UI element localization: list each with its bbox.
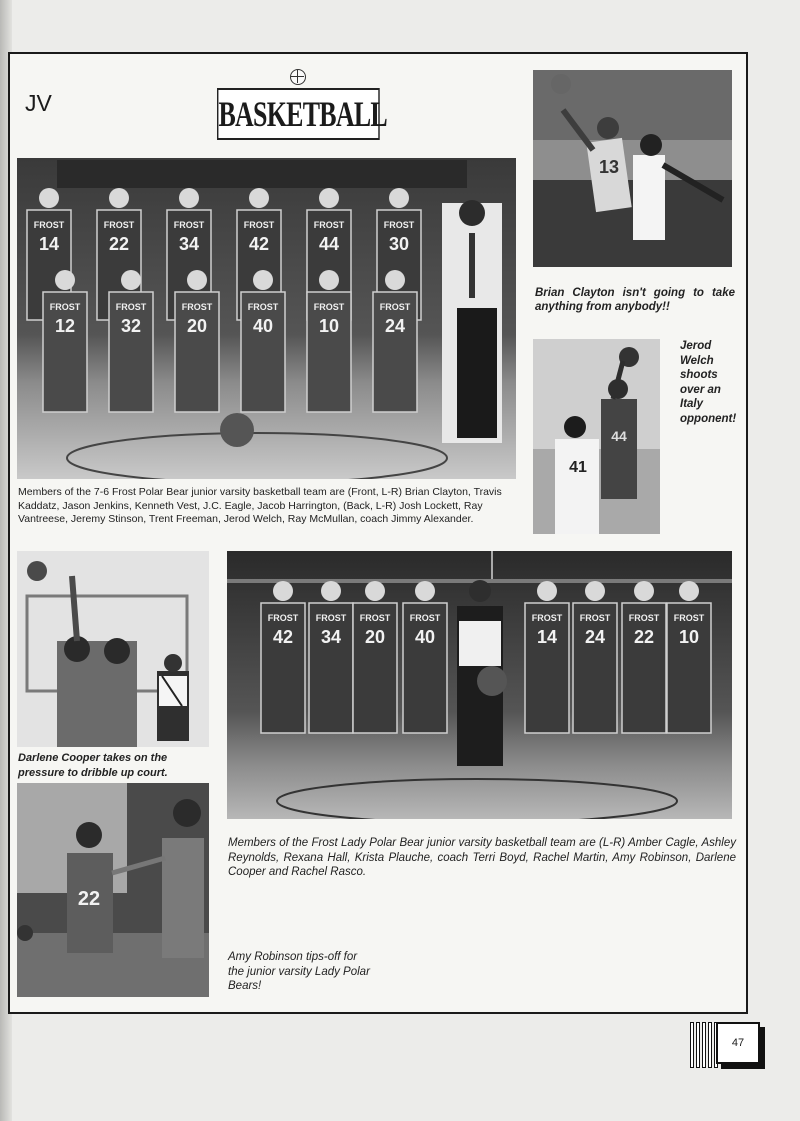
- player-figure: [373, 270, 417, 412]
- player-figure: [109, 270, 153, 412]
- jersey-number: 30: [388, 234, 410, 254]
- jersey-school-label: FROST: [379, 302, 411, 312]
- jersey-number: 24: [584, 627, 606, 647]
- jersey-school-label: FROST: [628, 613, 660, 623]
- jersey-number: 14: [38, 234, 60, 254]
- clayton-caption: Brian Clayton isn't going to take anything from anybody!!: [535, 287, 735, 313]
- section-label: JV: [25, 90, 52, 116]
- jersey-number-label: 41: [569, 459, 587, 476]
- cooper-photo: [17, 551, 209, 747]
- robinson-caption: Amy Robinson tips-off for the junior varsity Lady Polar Bears!: [228, 951, 370, 992]
- clayton-photo: [533, 70, 732, 267]
- welch-photo: [533, 339, 660, 534]
- player-figure: [241, 270, 285, 412]
- girls-team-photo: [227, 551, 732, 819]
- jersey-number: 20: [364, 627, 386, 647]
- jersey-number: 42: [272, 627, 294, 647]
- jersey-school-label: FROST: [115, 302, 147, 312]
- jersey-school-label: FROST: [313, 302, 345, 312]
- jersey-school-label: FROST: [313, 220, 345, 230]
- jersey-school-label: FROST: [33, 220, 65, 230]
- page-title: BASKETBALL: [217, 88, 380, 140]
- page-number: 47: [716, 1022, 760, 1064]
- jersey-school-label: FROST: [383, 220, 415, 230]
- jersey-school-label: FROST: [673, 613, 705, 623]
- jersey-number-label: 44: [611, 428, 627, 444]
- player-figure: [309, 581, 353, 733]
- jersey-school-label: FROST: [409, 613, 441, 623]
- jersey-number-label: 13: [598, 157, 620, 177]
- jersey-school-label: FROST: [173, 220, 205, 230]
- jersey-number: 40: [414, 627, 436, 647]
- jersey-school-label: FROST: [49, 302, 81, 312]
- boys-team-photo: [17, 158, 516, 479]
- jersey-school-label: FROST: [181, 302, 213, 312]
- player-figure: [307, 270, 351, 412]
- jersey-number: 42: [248, 234, 270, 254]
- jersey-school-label: FROST: [243, 220, 275, 230]
- jersey-school-label: FROST: [359, 613, 391, 623]
- page-number-bars: [690, 1022, 718, 1068]
- player-figure: [525, 581, 569, 733]
- jersey-number: 14: [536, 627, 558, 647]
- jersey-number: 12: [54, 316, 76, 336]
- jersey-school-label: FROST: [579, 613, 611, 623]
- jersey-school-label: FROST: [315, 613, 347, 623]
- jersey-school-label: FROST: [247, 302, 279, 312]
- jersey-number-label: 22: [77, 888, 101, 910]
- player-figure: [573, 581, 617, 733]
- player-figure: [667, 581, 711, 733]
- jersey-number: 10: [678, 627, 700, 647]
- jersey-number: 40: [252, 316, 274, 336]
- jersey-number: 24: [384, 316, 406, 336]
- jersey-school-label: FROST: [103, 220, 135, 230]
- cooper-caption: Darlene Cooper takes on the pressure to dribble up court.: [18, 752, 168, 779]
- page-title-block: [217, 88, 387, 140]
- player-figure: [261, 581, 305, 733]
- jersey-number: 10: [318, 316, 340, 336]
- jersey-number: 34: [320, 627, 342, 647]
- player-figure: [43, 270, 87, 412]
- player-figure: [403, 581, 447, 733]
- jersey-number: 20: [186, 316, 208, 336]
- player-figure: [175, 270, 219, 412]
- jersey-number: 34: [178, 234, 200, 254]
- jersey-number: 22: [108, 234, 130, 254]
- player-figure: [353, 581, 397, 733]
- welch-caption: Jerod Welch shoots over an Italy opponent!: [680, 340, 737, 425]
- jersey-number: 44: [318, 234, 340, 254]
- basketball-icon: [290, 69, 306, 85]
- robinson-photo: [17, 783, 209, 997]
- player-figure: [622, 581, 666, 733]
- girls-team-caption: Members of the Frost Lady Polar Bear junior varsity basketball team are (L-R) Amber Cagle, Ashley Reynolds, Rexana Hall, Krista Plauche, coach Terri Boyd, Rachel Martin, Amy Robinson, Darlene Cooper and Rachel Rasco.: [228, 837, 736, 878]
- jersey-school-label: FROST: [531, 613, 563, 623]
- jersey-number: 22: [633, 627, 655, 647]
- jersey-number: 32: [120, 316, 142, 336]
- page-number-box: [690, 1022, 766, 1068]
- jersey-school-label: FROST: [267, 613, 299, 623]
- boys-team-caption: Members of the 7-6 Frost Polar Bear junior varsity basketball team are (Front, L-R) Brian Clayton, Travis Kaddatz, Jason Jenkins, Kenneth Vest, J.C. Eagle, Jacob Harrington, (Back, L-R) Josh Lockett, Ray Vantreese, Jeremy Stinson, Trent Freeman, Jerod Welch, Ray McMullan, coach Jimmy Alexander.: [18, 486, 502, 525]
